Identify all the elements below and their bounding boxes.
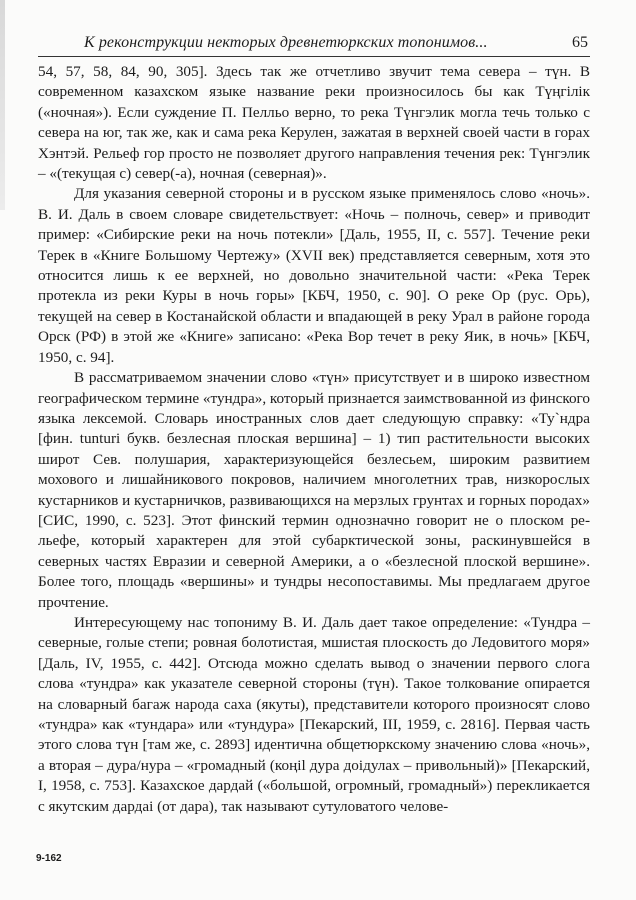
paragraph-3: В рассматриваемом значении слово «түн» присутствует и в широко известном географическом термине «тундра», который признается заимствованной из финского языка лексемой. Словарь иностранных слов дает следующую справку: «Ту`ндра [фин. tunturi букв. безлесная плоская вершина] – 1) тип растительности высоких широт Сев. полушария, характеризующейся безлесьем, широким развитием мохового и лишайникового покровов, наличием многолетних трав, низкорослых кустарников и кустарничков, развивающихся на мерзлых грунтах и горных породах» [СИС, 1990, с. 523]. Этот финский термин однозначно говорит не о плоском рельефе, который характерен для этой субарктической зоны, раскинувшейся в северных частях Евразии и северной Америки, а о «безлесной плоской вершине». Более того, площадь «вершины» и тундры несопоставимы. Мы предлагаем другое прочтение.	[38, 369, 590, 611]
running-head: К реконструкции некторых древнетюркских топонимов...	[84, 34, 488, 51]
paragraph-1: 54, 57, 58, 84, 90, 305]. Здесь так же отчетливо звучит тема севера – түн. В современном казахском языке название реки произносилось бы как Түңгілік («ночная»). Если суждение П. Пелльо верно, то река Түнгэлик могла течь только с севера на юг, так же, как и сама река Керулен, зажатая в верхней своей части в горах Хэнтэй. Рельеф гор просто не позволяет другого направления течения рек: Түнгэлик – «(текущая с) север(-а), ночная (северная)».	[38, 63, 590, 183]
body-text	[38, 62, 590, 817]
paragraph-4: Интересующему нас топониму В. И. Даль дает такое определение: «Тундра – северные, голые степи; ровная болотистая, мшистая плоскость до Ледовитого моря» [Даль, IV, 1955, с. 442]. Отсюда можно сделать вывод о значении первого слога слова «тундра» как указателе северной стороны (түн). Такое толкование опирается на словарный багаж народа саха (якуты), представители которого произносят слово «тундра» как «тундара» или «тундура» [Пекарский, III, 1959, с. 2816]. Первая часть этого слова түн [там же, с. 2893] идентична общетюркскому значению слова «ночь», а вторая – дура/нура – «громадный (коңіl дура доідулах – привольный)» [Пекарский, I, 1958, с. 753]. Казахское дардай («большой, огромный, громадный») перекликается с якутским дардаі (от дара), так называют сутуловатого челове-	[38, 613, 590, 815]
printer-signature: 9-162	[36, 853, 62, 864]
paragraph-2: Для указания северной стороны и в русском языке применялось слово «ночь». В. И. Даль в своем словаре свидетельствует: «Ночь – полночь, север» и приводит пример: «Сибирские реки на ночь потекли» [Даль, 1955, II, с. 557]. Течение реки Терек в «Книге Большому Чертежу» (XVII век) представляется северным, хотя это относится лишь к ее верхней, но довольно значительной части: «Река Терек протекла из реки Куры в ночь горы» [КБЧ, 1950, с. 90]. О реке Ор (рус. Орь), текущей на север в Костанайской области и впадающей в реку Урал в районе города Орск (РФ) в этой же «Книге» записано: «Река Вор течет в реку Яик, в ночь» [КБЧ, 1950, с. 94].	[38, 185, 590, 366]
page-number: 65	[572, 34, 588, 51]
scan-edge-shadow	[0, 0, 5, 210]
page-header	[38, 30, 590, 57]
